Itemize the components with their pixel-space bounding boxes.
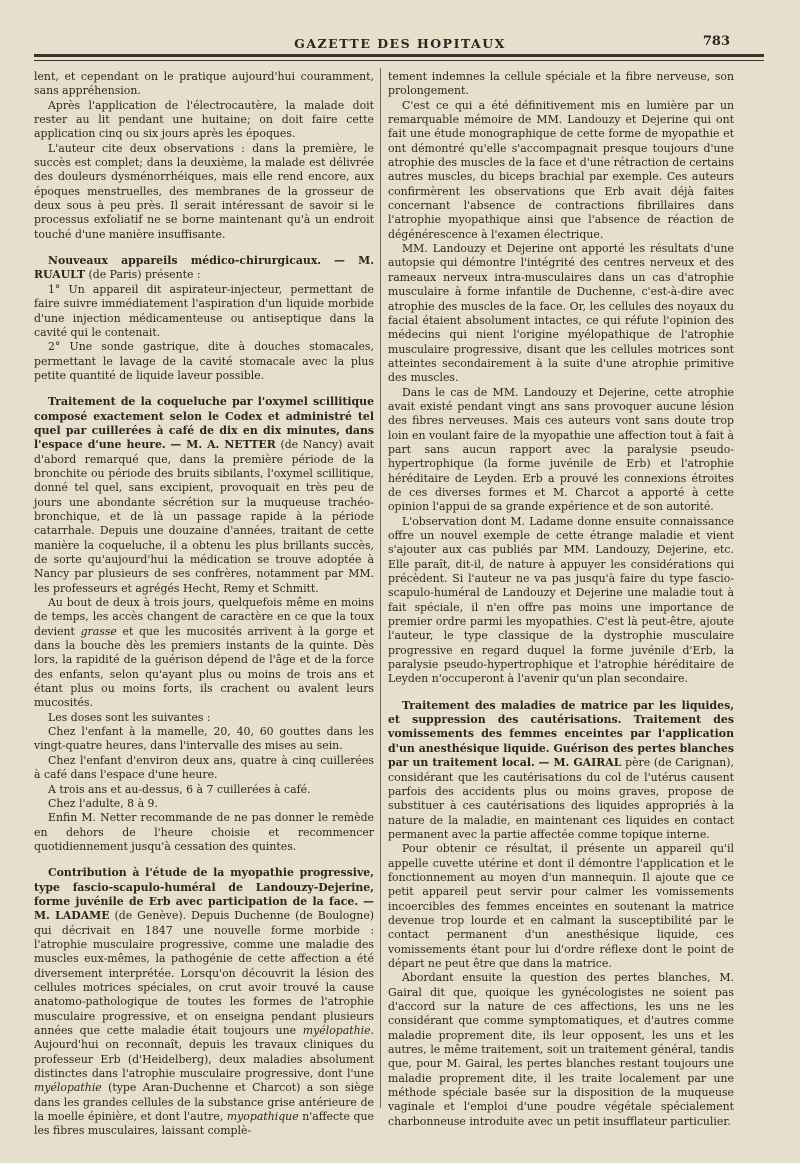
column-divider	[380, 68, 381, 1108]
running-title: GAZETTE DES HOPITAUX	[294, 36, 506, 51]
paragraph: MM. Landouzy et Dejerine ont apporté les résultats d'une autopsie qui démontre l'intégrité des centres nerveux et des rameaux nerveux intra-musculaires dans un cas d'atrophie musculaire à forme infantile de Duchenne, c'est-à-dire avec atrophie des muscles de la face. Or, les cellules des noyaux du facial étaient absolument intactes, ce qui réfute l'opinion des médecins qui nient l'origine myélopathique de l'atrophie musculaire progressive, disant que les cellules motrices sont atteintes secondairement à la suite d'une atrophie primitive des muscles.	[388, 242, 734, 385]
article-title: Traitement de la coqueluche par l'oxymel scillitique composé exactement selon le Codex et administré tel quel par cuillerées à café de dix en dix minutes, dans l'espace d'une heure.	[34, 395, 374, 452]
paragraph: Les doses sont les suivantes :	[48, 710, 211, 724]
text-run: (type Aran-Duchenne et Charcot) a son siège dans les grandes cellules de la substance grise antérieure de la moelle épinière, et dont l'autre,	[34, 1081, 374, 1124]
italic-text: myopathique	[226, 1110, 299, 1124]
dose-item: A trois ans et au-dessus, 6 à 7 cuillerées à café.	[48, 782, 311, 796]
article-title: Nouveaux appareils médico-chirurgicaux.	[48, 254, 322, 268]
paragraph: Dans le cas de MM. Landouzy et Dejerine, cette atrophie avait existé pendant vingt ans sans provoquer aucune lésion des fibres nerveuses. Mais ces auteurs vont sans doute trop loin en voulant faire de la myopathie une affection tout à fait à part sans aucun rapport avec la paralysie pseudo-hypertrophique (la forme juvénile de Erb) et l'atrophie héréditaire de Leyden. Erb a prouvé les connexions étroites de ces diverses formes et M. Charcot a apporté à cette opinion l'appui de sa grande expérience et de son autorité.	[388, 385, 734, 514]
list-item: 1° Un appareil dit aspirateur-injecteur, permettant de faire suivre immédiatement l'aspiration d'un liquide morbide d'une injection médicamenteuse ou antiseptique dans la cavité qui le contenait.	[34, 282, 374, 339]
text-run: (de Genève). Depuis Duchenne (de Boulogne) qui décrivait en 1847 une nouvelle forme morbide : l'atrophie musculaire progressive, comme une maladie des muscles eux-mêmes, la pathogénie de cette affection a été diversement interprétée. Lorsqu'on découvrit la lésion des cellules motrices spéciales, on crut avoir trouvé la cause anatomo-pathologique de toutes les formes de l'atrophie musculaire progressive, et on enseigna pendant plusieurs années que cette maladie était toujours une	[34, 909, 375, 1037]
italic-text: myélopathie	[34, 1081, 102, 1095]
article-author: — M. A. NETTER	[170, 438, 276, 452]
article-myopathie	[34, 866, 374, 1139]
article-maladies-matrice	[388, 699, 734, 1129]
paragraph: Enfin M. Netter recommande de ne pas donner le remède en dehors de l'heure choisie et recommencer quotidiennement jusqu'à cessation des quintes.	[34, 811, 374, 853]
text-run: n'affecte que les fibres musculaires, laissant complè-	[34, 1110, 374, 1138]
header-rule-thin	[34, 60, 764, 61]
paragraph: Pour obtenir ce résultat, il présente un appareil qu'il appelle cuvette utérine et dont il démontre l'application et le fonctionnement au moyen d'un mannequin. Il ajoute que ce petit appareil peut servir pour calmer les vomissements incoercibles des femmes enceintes en soutenant la matrice devenue trop lourde et en calmant la susceptibilité par le contact permanent d'un anesthésique liquide, ces vomissements étant pour lui d'ordre réflexe dont le point de départ ne peut être que dans la matrice.	[388, 842, 734, 970]
article-coqueluche	[34, 395, 374, 854]
dose-item: Chez l'enfant à la mamelle, 20, 40, 60 gouttes dans les vingt-quatre heures, dans l'intervalle des mises au sein.	[34, 725, 374, 753]
dose-item: Chez l'enfant d'environ deux ans, quatre à cinq cuillerées à café dans l'espace d'une heure.	[34, 753, 374, 782]
article-title: Traitement des maladies de matrice par les liquides, et suppression des cautérisations. Traitement des vomissements des femmes enceintes par l'application d'un anesthésique liquide. Guérison des pertes blanches par un traitement local.	[388, 698, 734, 770]
article-nouveaux-appareils	[34, 254, 374, 383]
paragraph: Après l'application de l'électrocautère, la malade doit rester au lit pendant une huitaine; on doit faire cette application cinq ou six jours après les époques.	[34, 98, 374, 141]
article-author: — M. LADAME	[34, 894, 374, 923]
italic-text: grasse	[80, 624, 117, 638]
page-number: 783	[702, 34, 730, 49]
italic-text: myélopathie	[302, 1024, 371, 1037]
paragraph: C'est ce qui a été définitivement mis en lumière par un remarquable mémoire de MM. Landouzy et Dejerine qui ont fait une étude monographique de cette forme de myopathie et ont démontré qu'elle s'accompagnait presque toujours d'une atrophie des muscles de la face et d'une rétraction de certains autres muscles, du biceps brachial par exemple. Ces auteurs confirmèrent les observations que Erb avait déjà faites concernant l'absence de contractions fibrillaires dans l'atrophie myopathique ainsi que l'absence de réaction de dégénérescence à l'examen électrique.	[388, 98, 734, 241]
article-body: (de Nancy) avait d'abord remarqué que, dans la première période de la bronchite ou période des bruits sibilants, l'oxymel scillitique, donné tel quel, sans excipient, provoquait en très peu de jours une abondante sécrétion sur la muqueuse trachéo-bronchique, et de là un passage rapide à la période catarrhale. Depuis une douzaine d'années, traitant de cette manière la coqueluche, il a obtenu les plus brillants succès, de sorte qu'aujourd'hui la médication se trouve adoptée à Nancy par plusieurs de ses confrères, notamment par MM. les professeurs et agrégés Hecht, Remy et Schmitt.	[34, 438, 374, 595]
paragraph: Abordant ensuite la question des pertes blanches, M. Gairal dit que, quoique les gynécologistes ne soient pas d'accord sur la nature de ces affections, les uns ne les considérant que comme symptomatiques, et d'autres comme maladie proprement dite, ils leur opposent, les uns et les autres, le même traitement, soit un traitement général, tandis que, pour M. Gairal, les pertes blanches restant toujours une maladie proprement dite, il les traite localement par une méthode spéciale basée sur la disposition de la muqueuse vaginale et l'emploi d'une poudre végétale spécialement charbonneuse introduite avec un petit insufflateur particulier.	[388, 971, 734, 1128]
paragraph: tement indemnes la cellule spéciale et la fibre nerveuse, son prolongement.	[388, 70, 734, 98]
article-author: — M. RUAULT	[34, 254, 375, 282]
right-column	[388, 70, 734, 1129]
text-run: Au bout de deux à trois jours, quelquefois même en moins de temps, les accès changent de caractère en ce que la toux devient	[34, 596, 374, 638]
article-author: — M. GAIRAL	[538, 756, 622, 770]
paragraph: lent, et cependant on le pratique aujourd'hui couramment, sans appréhension.	[34, 70, 374, 98]
text-run: . Aujourd'hui on reconnaît, depuis les travaux cliniques du professeur Erb (d'Heidelberg), deux maladies absolument distinctes dans l'atrophie musculaire progressive, dont l'une	[34, 1024, 374, 1081]
article-body: père (de Carignan), considérant que les cautérisations du col de l'utérus causent parfois des accidents plus ou moins graves, propose de substituer à ces cautérisations des liquides appropriés à la nature de la maladie, en maintenant ces liquides en contact permanent avec la partie affectée comme topique interne.	[388, 756, 734, 841]
article-intro: (de Paris) présente :	[88, 268, 201, 282]
paragraph: L'observation dont M. Ladame donne ensuite connaissance offre un nouvel exemple de cette étrange maladie et vient s'ajouter aux cas publiés par MM. Landouzy, Dejerine, etc. Elle paraît, dit-il, de nature à appuyer les considérations qui précèdent. Si l'auteur ne va pas jusqu'à faire du type fascio-scapulo-huméral de Landouzy et Dejerine une maladie tout à fait spéciale, il n'en offre pas moins une importance de premier ordre parmi les myopathies. C'est là peut-être, ajoute l'auteur, le type classique de la dystrophie musculaire progressive en regard duquel la forme juvénile d'Erb, la paralysie pseudo-hypertrophique et l'atrophie héréditaire de Leyden n'occuperont à l'avenir qu'un plan secondaire.	[388, 514, 734, 686]
dose-item: Chez l'adulte, 8 à 9.	[48, 796, 158, 810]
paragraph	[34, 596, 374, 711]
article-title: Contribution à l'étude de la myopathie progressive, type fascio-scapulo-huméral de Landouzy-Dejerine, forme juvénile de Erb avec participation de la face.	[34, 866, 374, 908]
header-rule-thick	[34, 54, 764, 57]
text-run: et que les mucosités arrivent à la gorge et dans la bouche dès les premiers instants de la quinte. Dès lors, la rapidité de la guérison dépend de l'âge et de la force des enfants, selon qu'ayant plus ou moins de trois ans et étant plus ou moins forts, ils crachent ou avalent leurs mucosités.	[34, 624, 374, 710]
list-item: 2° Une sonde gastrique, dite à douches stomacales, permettant le lavage de la cavité stomacale avec la plus petite quantité de liquide laveur possible.	[34, 340, 374, 382]
paragraph: L'auteur cite deux observations : dans la première, le succès est complet; dans la deuxième, la malade est délivrée des douleurs dysménorrhéiques, mais elle rend encore, aux époques menstruelles, des membranes de la grosseur de deux sous à peu près. Il serait intéressant de savoir si le processus exfoliatif ne se borne maintenant qu'à un endroit touché d'une manière insuffisante.	[34, 141, 374, 241]
left-column	[34, 70, 374, 1139]
